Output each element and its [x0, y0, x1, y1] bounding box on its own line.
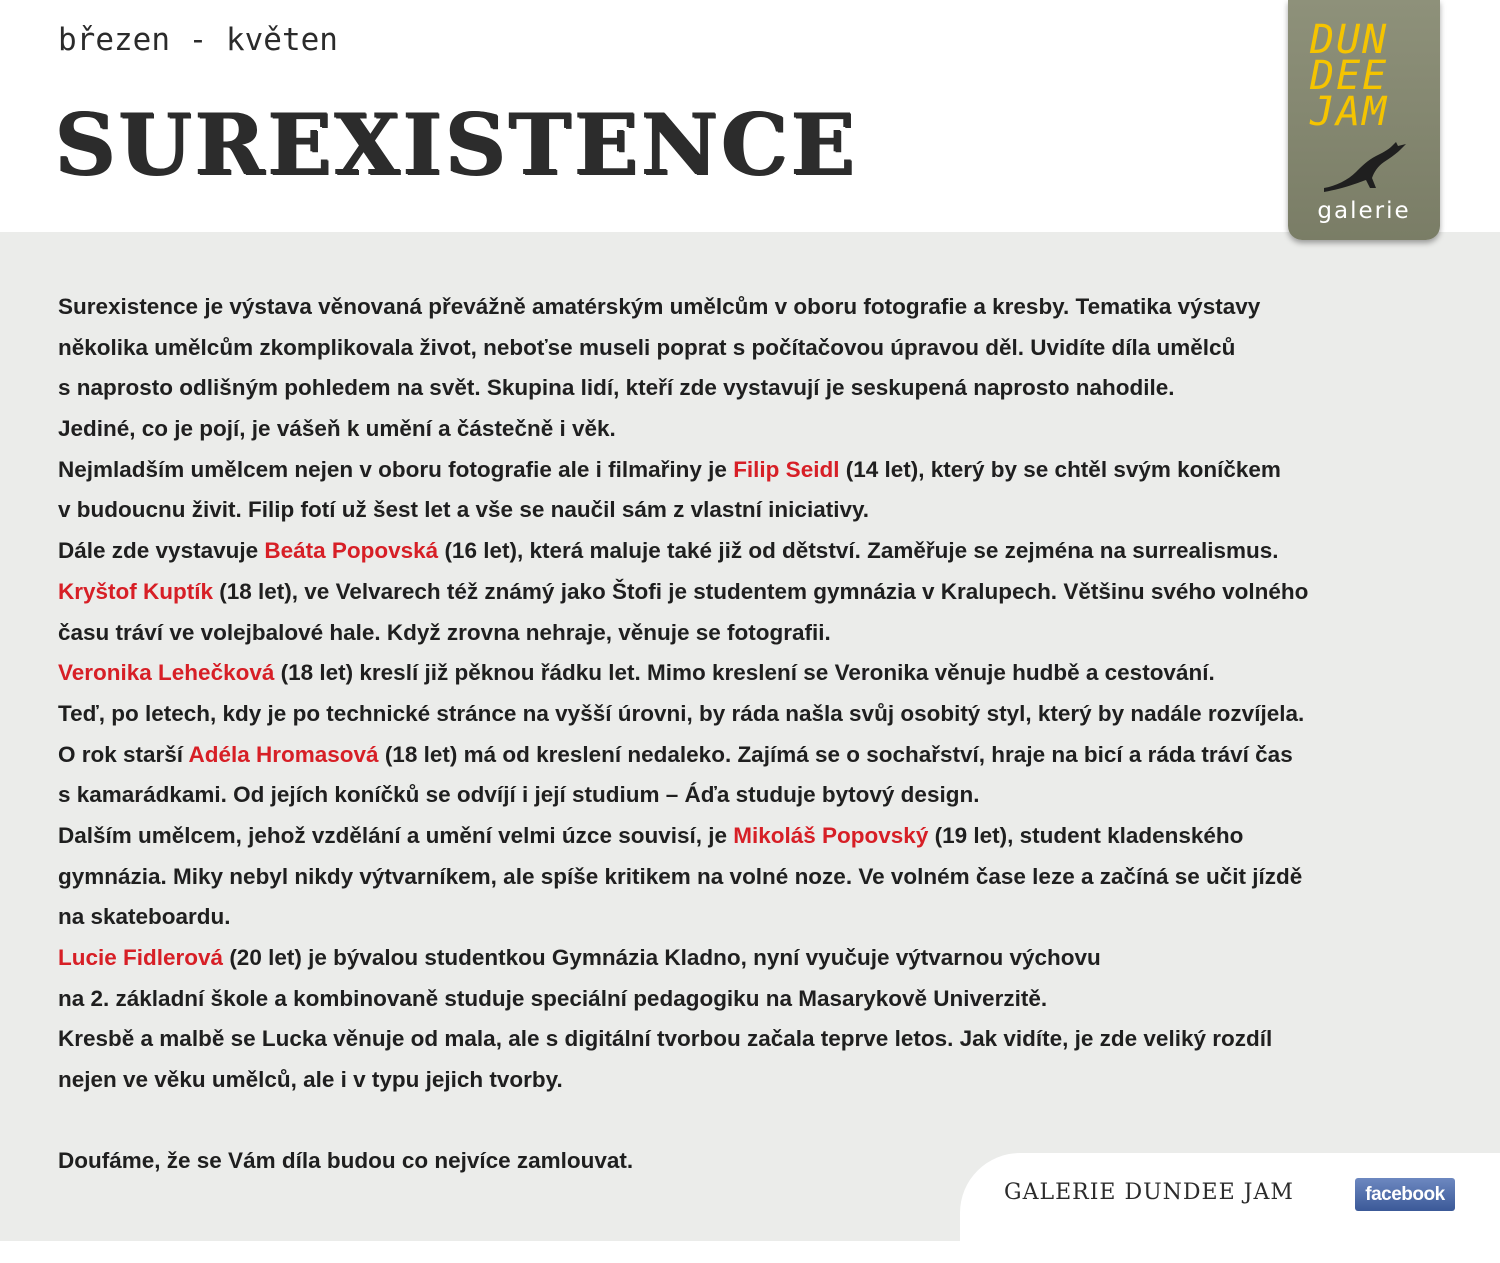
logo-line-2: DEE: [1310, 53, 1389, 99]
text-segment: O rok starší: [58, 741, 189, 767]
exhibition-description: [58, 287, 1468, 1182]
text-line: v budoucnu živit. Filip fotí už šest let a vše se naučil sám z vlastní iniciativy.: [58, 497, 870, 523]
artist-name-lucie-fidlerova: Lucie Fidlerová: [58, 945, 224, 970]
artist-name-beata-popovska: Beáta Popovská: [264, 538, 439, 564]
header: [0, 0, 1500, 232]
text-line: [58, 735, 1468, 776]
text-line: nejen ve věku umělců, ale i v typu jejich tvorby.: [58, 1067, 563, 1093]
text-line: [58, 938, 1468, 979]
text-segment: (14 let), který by se chtěl svým koníčkem: [839, 456, 1281, 482]
text-line: času tráví ve volejbalové hale. Když zrovna nehraje, věnuje se fotografii.: [58, 619, 831, 645]
dundee-jam-logo[interactable]: [1288, 0, 1440, 240]
facebook-button[interactable]: facebook: [1355, 1178, 1455, 1211]
closing-line: Doufáme, že se Vám díla budou co nejvíce zamlouvat.: [58, 1148, 634, 1174]
text-segment: (18 let) kreslí již pěknou řádku let. Mimo kreslení se Veronika věnuje hudbě a cestování.: [274, 660, 1215, 686]
text-segment: Dalším umělcem, jehož vzdělání a umění velmi úzce souvisí, je: [58, 822, 734, 848]
gallery-name-label: GALERIE DUNDEE JAM: [1004, 1180, 1294, 1205]
artist-name-filip-seidl: Filip Seidl: [733, 456, 840, 482]
text-line: Kresbě a malbě se Lucka věnuje od mala, ale s digitální tvorbou začala teprve letos. Jak vidíte, je zde veliký rozdíl: [58, 1026, 1273, 1052]
text-line: Jediné, co je pojí, je vášeň k umění a částečně i věk.: [58, 416, 616, 442]
text-line: s kamarádkami. Od jejích koníčků se odvíjí i její studium – Áďa studuje bytový design.: [58, 782, 980, 808]
text-segment: (18 let), ve Velvarech též známý jako Štofi je studentem gymnázia v Kralupech. Většinu svého volného: [213, 578, 1309, 604]
text-line: [58, 531, 1468, 572]
artist-name-mikolas-popovsky: Mikoláš Popovský: [733, 822, 929, 848]
text-segment: (20 let) je bývalou studentkou Gymnázia Kladno, nyní vyučuje výtvarnou výchovu: [223, 945, 1101, 970]
text-segment: (16 let), která maluje také již od dětství. Zaměřuje se zejména na surrealismus.: [438, 538, 1279, 564]
text-line: několika umělcům zkomplikovala život, neboťse museli poprat s počítačovou úpravou děl. Uvidíte díla umělců: [58, 334, 1236, 360]
text-line: [58, 816, 1468, 857]
logo-line-3: JAM: [1310, 89, 1389, 135]
kangaroo-icon: [1316, 136, 1416, 196]
logo-subtitle: galerie: [1317, 198, 1411, 224]
text-line: na 2. základní škole a kombinovaně studuje speciální pedagogiku na Masarykově Univerzitě.: [58, 985, 1048, 1011]
exhibition-title: SUREXISTENCE: [55, 95, 859, 194]
text-line: s naprosto odlišným pohledem na svět. Skupina lidí, kteří zde vystavují je seskupená naprosto nahodile.: [58, 375, 1175, 401]
artist-name-krystof-kuptik: Kryštof Kuptík: [58, 578, 214, 604]
paragraph-spacer: [58, 1101, 1468, 1142]
exhibition-period: březen - květen: [58, 22, 338, 58]
artist-name-adela-hromasova: Adéla Hromasová: [188, 741, 379, 767]
text-segment: Nejmladším umělcem nejen v oboru fotografie ale i filmařiny je: [58, 456, 734, 482]
text-segment: (18 let) má od kreslení nedaleko. Zajímá se o sochařství, hraje na bicí a ráda tráví čas: [378, 741, 1293, 767]
text-segment: Dále zde vystavuje: [58, 538, 265, 564]
text-line: Surexistence je výstava věnovaná převážně amatérským umělcům v oboru fotografie a kresby. Tematika výstavy: [58, 294, 1261, 319]
text-line: [58, 572, 1468, 613]
text-line: [58, 653, 1468, 694]
logo-wordmark: [1310, 17, 1428, 135]
text-line: Teď, po letech, kdy je po technické stránce na vyšší úrovni, by ráda našla svůj osobitý styl, který by nadále rozvíjela.: [58, 700, 1305, 726]
text-line: na skateboardu.: [58, 904, 231, 930]
artist-name-veronika-leheckova: Veronika Lehečková: [58, 660, 275, 686]
text-line: gymnázia. Miky nebyl nikdy výtvarníkem, ale spíše kritikem na volné noze. Ve volném čase leze a začíná se učit jízdě: [58, 863, 1303, 889]
logo-line-1: DUN: [1310, 17, 1389, 63]
text-segment: (19 let), student kladenského: [928, 822, 1244, 848]
text-line: [58, 450, 1468, 491]
